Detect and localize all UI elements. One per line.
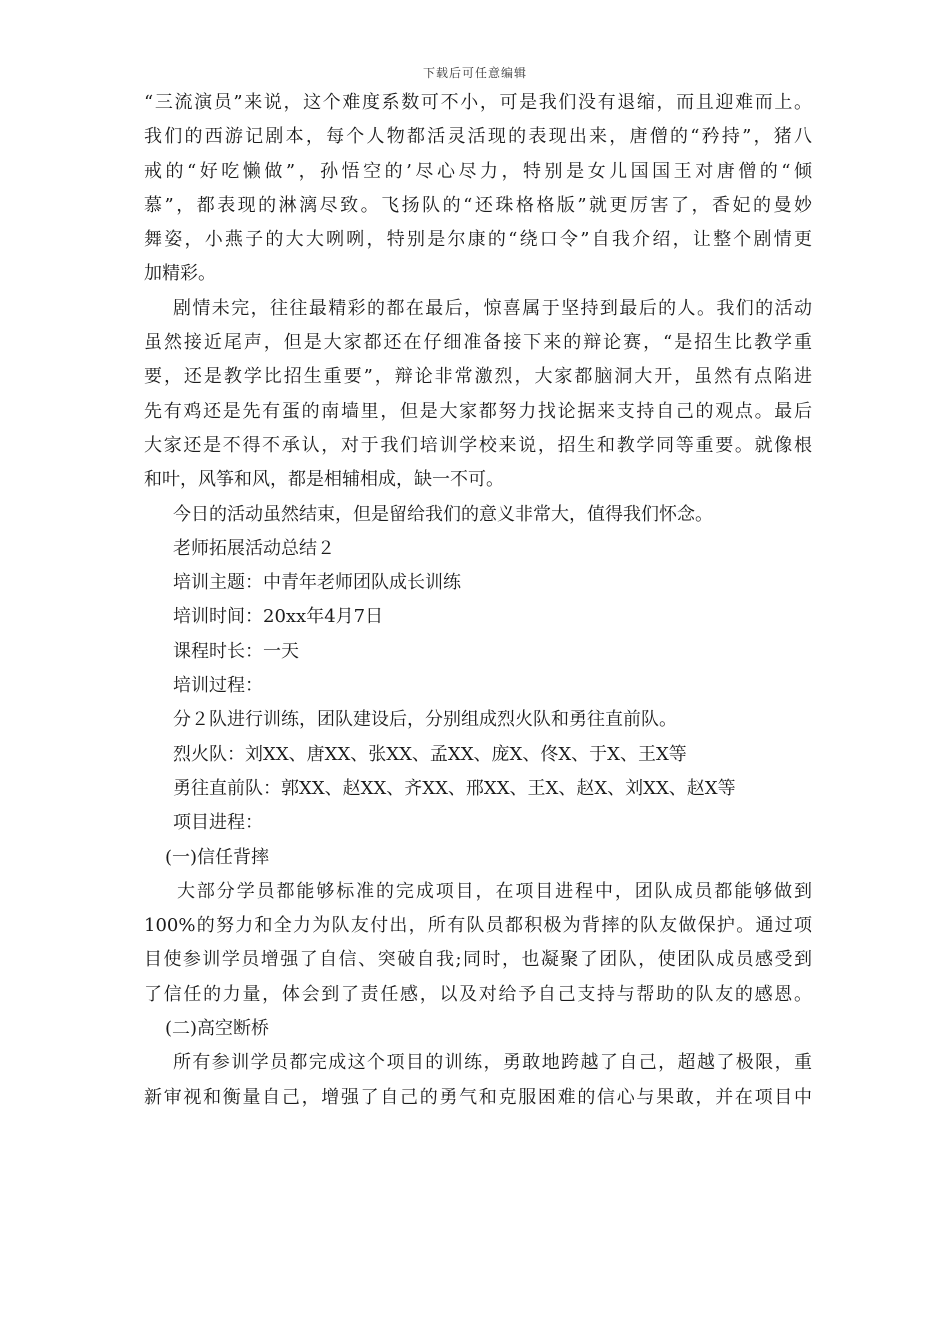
text-line: 课程时长：一天 bbox=[173, 640, 299, 662]
text-line: 慕”，都表现的淋漓尽致。飞扬队的“还珠格格版”就更厉害了，香妃的曼妙 bbox=[144, 194, 812, 216]
text-line: 所有参训学员都完成这个项目的训练，勇敢地跨越了自己，超越了极限，重 bbox=[173, 1052, 812, 1074]
text-line: 勇往直前队：郭XX、赵XX、齐XX、邢XX、王X、赵X、刘XX、赵X等 bbox=[173, 777, 736, 799]
text-line: 舞姿，小燕子的大大咧咧，特别是尔康的“绕口令”自我介绍，让整个剧情更 bbox=[144, 229, 812, 251]
text-line: 大部分学员都能够标准的完成项目，在项目进程中，团队成员都能够做到 bbox=[177, 880, 812, 902]
text-line: 了信任的力量，体会到了责任感，以及对给予自己支持与帮助的队友的感恩。 bbox=[144, 983, 812, 1005]
text-line: 目使参训学员增强了自信、突破自我;同时，也凝聚了团队，使团队成员感受到 bbox=[144, 949, 812, 971]
page-header: 下载后可任意编辑 bbox=[422, 66, 527, 80]
text-line: 我们的西游记剧本，每个人物都活灵活现的表现出来，唐僧的“矜持”，猪八 bbox=[144, 126, 812, 148]
document-body bbox=[144, 86, 812, 1115]
text-line: 分２队进行训练，团队建设后，分别组成烈火队和勇往直前队。 bbox=[173, 709, 677, 731]
section-title: 老师拓展活动总结２ bbox=[173, 537, 335, 559]
text-line: 大家还是不得不承认，对于我们培训学校来说，招生和教学同等重要。就像根 bbox=[144, 434, 812, 456]
subsection-title: (一)信任背摔 bbox=[165, 846, 270, 868]
text-line: 戒的“好吃懒做”，孙悟空的’尽心尽力，特别是女儿国国王对唐僧的“倾 bbox=[144, 160, 812, 182]
text-line: 虽然接近尾声，但是大家都还在仔细准备接下来的辩论赛，“是招生比教学重 bbox=[144, 332, 812, 354]
text-line: 培训过程： bbox=[173, 675, 263, 697]
text-line: 培训主题：中青年老师团队成长训练 bbox=[173, 572, 461, 594]
text-line: 新审视和衡量自己，增强了自己的勇气和克服困难的信心与果敢，并在项目中 bbox=[144, 1086, 812, 1108]
text-line: 剧情未完，往往最精彩的都在最后，惊喜属于坚持到最后的人。我们的活动 bbox=[173, 297, 812, 319]
text-line: 要，还是教学比招生重要”，辩论非常激烈，大家都脑洞大开，虽然有点陷进 bbox=[144, 366, 812, 388]
text-line: “三流演员”来说，这个难度系数可不小，可是我们没有退缩，而且迎难而上。 bbox=[144, 92, 812, 113]
text-line: 和叶，风筝和风，都是相辅相成，缺一不可。 bbox=[144, 469, 504, 491]
subsection-title: (二)高空断桥 bbox=[165, 1018, 270, 1040]
text-line: 今日的活动虽然结束，但是留给我们的意义非常大，值得我们怀念。 bbox=[173, 503, 713, 525]
text-line: 培训时间：20xx年4月7日 bbox=[173, 606, 384, 628]
text-line: 100%的努力和全力为队友付出，所有队员都积极为背摔的队友做保护。通过项 bbox=[144, 915, 812, 937]
text-line: 项目进程： bbox=[173, 812, 263, 834]
text-line: 加精彩。 bbox=[144, 263, 216, 285]
text-line: 烈火队：刘XX、唐XX、张XX、孟XX、庞X、佟X、于X、王X等 bbox=[173, 743, 687, 765]
text-line: 先有鸡还是先有蛋的南墙里，但是大家都努力找论据来支持自己的观点。最后 bbox=[144, 400, 812, 422]
